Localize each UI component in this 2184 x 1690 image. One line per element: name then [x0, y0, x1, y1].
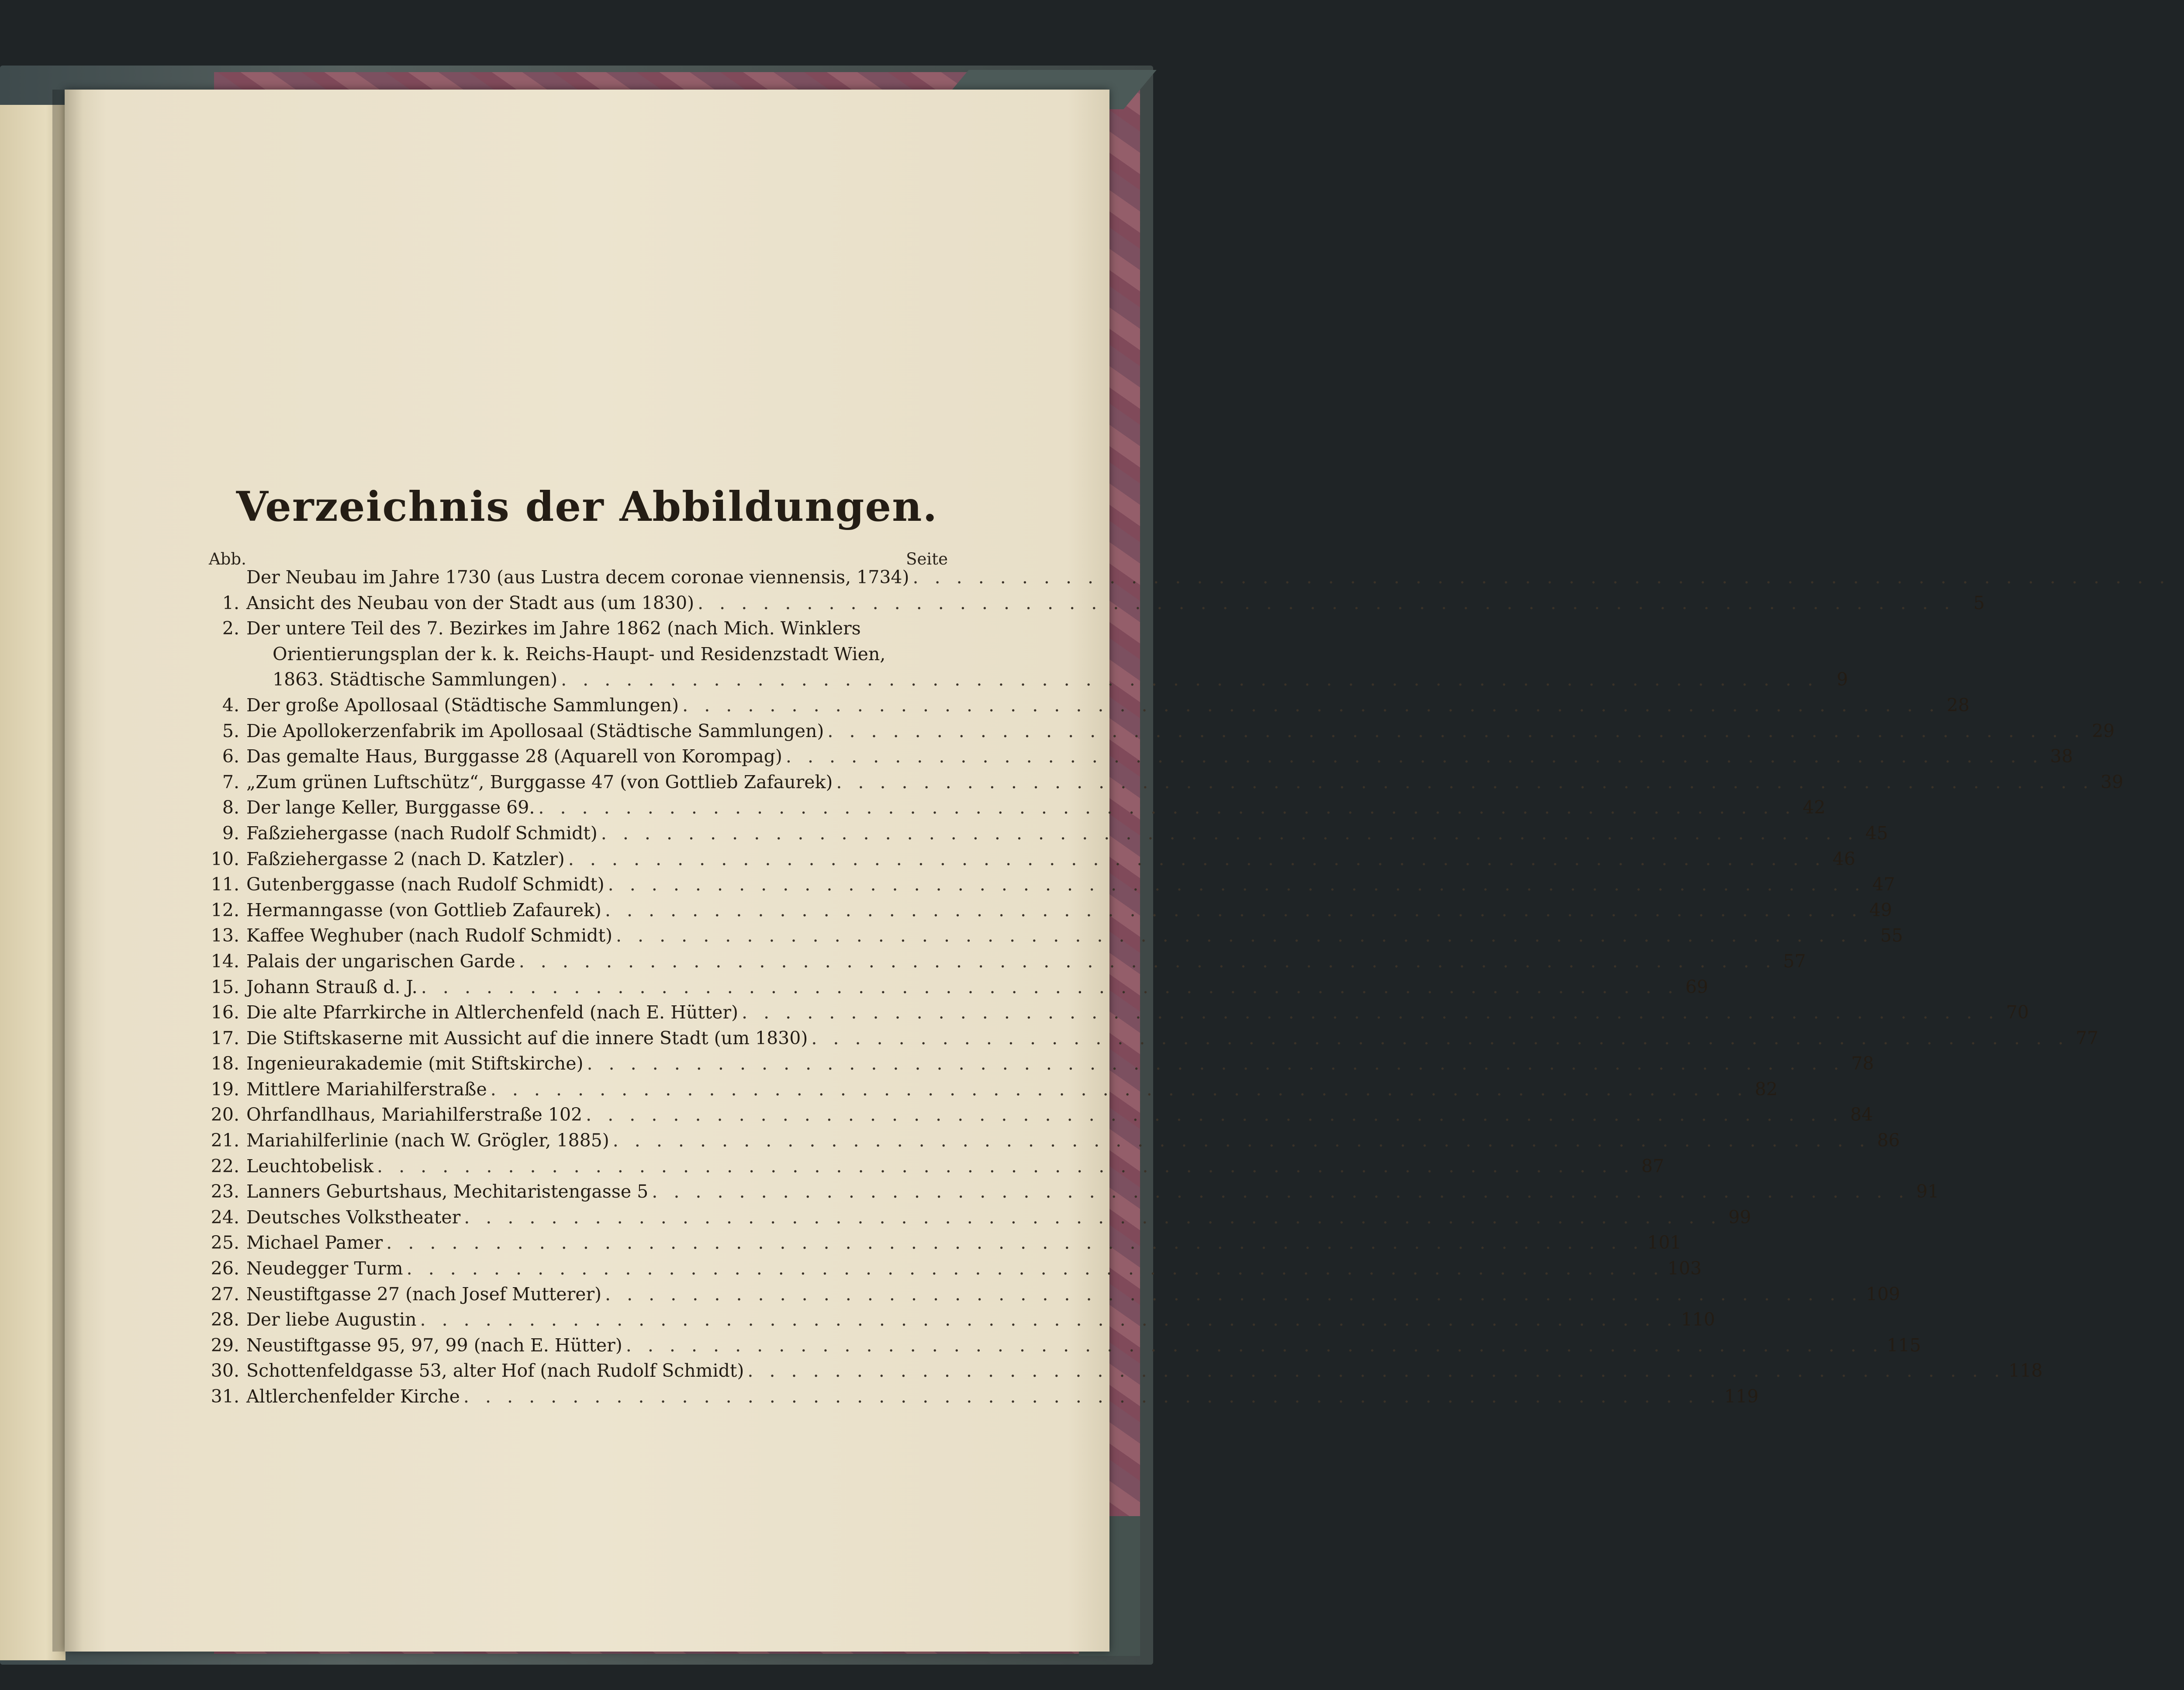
leader-dots: . . . . . . . . . . . . . . . . . . . . . . . . . . . . . . . . . . . . . . . . . . . . . . . . . . . . . . . . . . [377, 1155, 1635, 1177]
entry-number: 23. [211, 1181, 239, 1202]
list-item [196, 693, 1970, 718]
list-item [196, 1153, 1664, 1179]
entry-page: 46 [1832, 848, 1856, 869]
entry-continuation [196, 641, 948, 667]
entry-caption: Neustiftgasse 95, 97, 99 (nach E. Hütter) [246, 1334, 622, 1356]
leader-dots: . . . . . . . . . . . . . . . . . . . . . . . . . . . . . . . . . . . . . . . . . . . . . . . . . . . . . . . . . . [421, 976, 1679, 997]
entry-page: 99 [1728, 1206, 1751, 1228]
list-item [196, 1128, 1900, 1153]
entry-body [246, 1179, 1939, 1205]
leader-dots: . . . . . . . . . . . . . . . . . . . . . . . . . . . . . . . . . . . . . . . . . . . . . . . . . . . . . . . . . . [811, 1027, 2069, 1049]
entry-page: 78 [1851, 1053, 1874, 1074]
leader-dots: . . . . . . . . . . . . . . . . . . . . . . . . . . . . . . . . . . . . . . . . . . . . . . . . . . . . . . . . . . [386, 1232, 1644, 1254]
list-item [196, 1384, 1759, 1409]
spine-shadow [52, 90, 83, 1652]
entry-caption: Michael Pamer [246, 1232, 383, 1254]
entry-caption: 1863. Städtische Sammlungen) [273, 669, 558, 690]
entry-number: 21. [211, 1130, 239, 1151]
entry-page: 77 [2075, 1027, 2099, 1049]
entry-caption: Altlerchenfelder Kirche [246, 1386, 460, 1407]
entry-page: 42 [1802, 797, 1826, 818]
entry-number: 22. [211, 1155, 239, 1177]
entry-page: 103 [1667, 1258, 1702, 1279]
entry-body [246, 1102, 1873, 1128]
list-item [196, 744, 2073, 769]
entry-body [246, 1051, 1874, 1077]
entry-page: 87 [1641, 1155, 1664, 1177]
entry-caption: Schottenfeldgasse 53, alter Hof (nach Rudolf Schmidt) [246, 1360, 744, 1382]
list-item [196, 1307, 1715, 1333]
entry-body [246, 897, 1892, 923]
leader-dots: . . . . . . . . . . . . . . . . . . . . . . . . . . . . . . . . . . . . . . . . . . . . . . . . . . . . . . . . . . [538, 797, 1796, 818]
list-item [196, 1256, 1702, 1281]
entry-body [246, 1256, 1702, 1281]
entry-page: 5 [1973, 592, 1985, 613]
list-item [196, 590, 1985, 616]
entry-number: 9. [222, 822, 239, 844]
entry-page: 29 [2091, 720, 2115, 741]
entry-page: 57 [1783, 950, 1806, 972]
leader-dots: . . . . . . . . . . . . . . . . . . . . . . . . . . . . . . . . . . . . . . . . . . . . . . . . . . . . . . . . . . [836, 771, 2094, 793]
list-item [196, 564, 2170, 590]
leader-dots: . . . . . . . . . . . . . . . . . . . . . . . . . . . . . . . . . . . . . . . . . . . . . . . . . . . . . . . . . . [615, 925, 1873, 946]
entry-number: 4. [222, 694, 239, 716]
list-item [196, 718, 2115, 744]
leader-dots: . . . . . . . . . . . . . . . . . . . . . . . . . . . . . . . . . . . . . . . . . . . . . . . . . . . . . . . . . . [785, 746, 2043, 767]
entry-number: 30. [211, 1360, 239, 1382]
entry-body [246, 821, 1888, 846]
entry-number: 29. [211, 1334, 239, 1356]
leader-dots: . . . . . . . . . . . . . . . . . . . . . . . . . . . . . . . . . . . . . . . . . . . . . . . . . . . . . . . . . . [698, 592, 1955, 613]
entry-caption: Orientierungsplan der k. k. Reichs-Haupt- und Residenzstadt Wien, [273, 643, 886, 665]
column-header-seite: Seite [906, 550, 948, 568]
entry-caption: Die Apollokerzenfabrik im Apollosaal (Städtische Sammlungen) [246, 720, 824, 741]
entry-number: 14. [211, 950, 239, 972]
leader-dots: . . . . . . . . . . . . . . . . . . . . . . . . . . . . . . . . . . . . . . . . . . . . . . . . . . . . . . . . . . [568, 848, 1826, 869]
leader-dots: . . . . . . . . . . . . . . . . . . . . . . . . . . . . . . . . . . . . . . . . . . . . . . . . . . . . . . . . . . [625, 1334, 1883, 1356]
entry-page: 39 [2100, 771, 2124, 793]
list-item [196, 1179, 1939, 1205]
entry-caption: Faßziehergasse 2 (nach D. Katzler) [246, 848, 565, 869]
entry-caption: Mariahilferlinie (nach W. Grögler, 1885) [246, 1130, 609, 1151]
list-item [196, 1281, 1901, 1307]
entry-caption: Kaffee Weghuber (nach Rudolf Schmidt) [246, 925, 612, 946]
entry-page: 84 [1850, 1104, 1873, 1126]
leader-dots: . . . . . . . . . . . . . . . . . . . . . . . . . . . . . . . . . . . . . . . . . . . . . . . . . . . . . . . . . . [463, 1386, 1721, 1407]
entry-body [246, 744, 2073, 769]
entry-page: 101 [1647, 1232, 1682, 1254]
entry-body [246, 1000, 2029, 1025]
entry-body [246, 564, 2170, 590]
entry-body [246, 590, 1985, 616]
entry-caption: Der liebe Augustin [246, 1309, 417, 1330]
entry-page [2174, 564, 2184, 590]
leader-dots: . . . . . . . . . . . . . . . . . . . . . . . . . . . . . . . . . . . . . . . . . . . . . . . . . . . . . . . . . . [601, 822, 1859, 844]
leader-dots: . . . . . . . . . . . . . . . . . . . . . . . . . . . . . . . . . . . . . . . . . . . . . . . . . . . . . . . . . . [586, 1104, 1843, 1126]
entry-number: 28. [211, 1309, 239, 1330]
list-item [196, 974, 1708, 1000]
entry-body [246, 718, 2115, 744]
entry-body [246, 1307, 1715, 1333]
leader-dots: . . . . . . . . . . . . . . . . . . . . . . . . . . . . . . . . . . . . . . . . . . . . . . . . . . . . . . . . . . [605, 899, 1863, 921]
entry-caption: Ansicht des Neubau von der Stadt aus (um 1830) [246, 592, 695, 613]
entry-number: 1. [222, 592, 239, 613]
entry-caption: Der Neubau im Jahre 1730 (aus Lustra decem coronae viennensis, 1734) [246, 567, 909, 588]
entry-caption: Der große Apollosaal (Städtische Sammlungen) [246, 694, 679, 716]
leader-dots: . . . . . . . . . . . . . . . . . . . . . . . . . . . . . . . . . . . . . . . . . . . . . . . . . . . . . . . . . . [912, 567, 2170, 588]
entry-body [246, 1230, 1682, 1256]
entry-page: 55 [1880, 925, 1903, 946]
list-item [196, 897, 1892, 923]
entry-caption: Der lange Keller, Burggasse 69. [246, 797, 535, 818]
list-item [196, 1025, 2099, 1051]
entry-caption: Johann Strauß d. J. [246, 976, 418, 997]
list-item [196, 846, 1856, 872]
page-title: Verzeichnis der Abbildungen. [236, 483, 938, 531]
entry-page: 109 [1866, 1283, 1901, 1305]
entry-number: 31. [211, 1386, 239, 1407]
entry-page: 119 [1724, 1386, 1759, 1407]
entry-caption: Neustiftgasse 27 (nach Josef Mutterer) [246, 1283, 602, 1305]
entry-number: 19. [211, 1078, 239, 1100]
entry-caption: Ingenieurakademie (mit Stiftskirche) [246, 1053, 584, 1074]
entry-number: 11. [211, 874, 239, 895]
list-item [196, 1077, 1778, 1102]
list-item [196, 872, 1895, 897]
entry-number: 6. [222, 746, 239, 767]
entry-number: 13. [211, 925, 239, 946]
list-item [196, 1333, 1921, 1358]
leader-dots: . . . . . . . . . . . . . . . . . . . . . . . . . . . . . . . . . . . . . . . . . . . . . . . . . . . . . . . . . . [608, 874, 1866, 895]
entry-caption: Neudegger Turm [246, 1258, 403, 1279]
entry-body [246, 1077, 1778, 1102]
leader-dots: . . . . . . . . . . . . . . . . . . . . . . . . . . . . . . . . . . . . . . . . . . . . . . . . . . . . . . . . . . [612, 1130, 1870, 1151]
list-item [196, 1358, 2043, 1384]
leader-dots: . . . . . . . . . . . . . . . . . . . . . . . . . . . . . . . . . . . . . . . . . . . . . . . . . . . . . . . . . . [587, 1053, 1845, 1074]
entry-body [246, 1153, 1664, 1179]
entry-number: 16. [211, 1002, 239, 1023]
entry-body [246, 923, 1903, 949]
entry-body [246, 846, 1856, 872]
entry-page: 69 [1685, 976, 1708, 997]
entry-number: 18. [211, 1053, 239, 1074]
entry-page: 82 [1755, 1078, 1778, 1100]
entry-caption: Deutsches Volkstheater [246, 1206, 461, 1228]
leader-dots: . . . . . . . . . . . . . . . . . . . . . . . . . . . . . . . . . . . . . . . . . . . . . . . . . . . . . . . . . . [406, 1258, 1664, 1279]
entry-body [246, 1333, 1921, 1358]
entry-caption: Leuchtobelisk [246, 1155, 374, 1177]
entry-body [246, 693, 1970, 718]
entry-number: 5. [222, 720, 239, 741]
entry-page: 28 [1946, 694, 1970, 716]
entry-body [246, 1128, 1900, 1153]
leader-dots: . . . . . . . . . . . . . . . . . . . . . . . . . . . . . . . . . . . . . . . . . . . . . . . . . . . . . . . . . . [652, 1181, 1910, 1202]
leader-dots: . . . . . . . . . . . . . . . . . . . . . . . . . . . . . . . . . . . . . . . . . . . . . . . . . . . . . . . . . . [518, 950, 1776, 972]
entry-page: 45 [1865, 822, 1888, 844]
entry-number: 24. [211, 1206, 239, 1228]
list-item [196, 1205, 1751, 1230]
illustrations-list [196, 564, 2170, 1409]
entry-caption: „Zum grünen Luftschütz“, Burggasse 47 (von Gottlieb Zafaurek) [246, 771, 833, 793]
entry-body [246, 974, 1708, 1000]
entry-caption: Mittlere Mariahilferstraße [246, 1078, 487, 1100]
leader-dots: . . . . . . . . . . . . . . . . . . . . . . . . . . . . . . . . . . . . . . . . . . . . . . . . . . . . . . . . . . [420, 1309, 1678, 1330]
entry-caption: Die alte Pfarrkirche in Altlerchenfeld (nach E. Hütter) [246, 1002, 739, 1023]
list-item [196, 1000, 2029, 1025]
entry-body [246, 1205, 1751, 1230]
entry-body [246, 949, 1806, 974]
list-item [196, 821, 1888, 846]
entry-number: 8. [222, 797, 239, 818]
entry-page: 115 [1887, 1334, 1921, 1356]
list-item [196, 1102, 1873, 1128]
entry-page: 9 [1836, 669, 1848, 690]
entry-page: 86 [1877, 1130, 1900, 1151]
entry-number: 25. [211, 1232, 239, 1254]
entry-body [246, 769, 2124, 795]
entry-number: 15. [211, 976, 239, 997]
entry-page: 47 [1872, 874, 1895, 895]
entry-body [246, 1384, 1759, 1409]
entry-continuation [196, 667, 1848, 693]
entry-page: 49 [1869, 899, 1892, 921]
leader-dots: . . . . . . . . . . . . . . . . . . . . . . . . . . . . . . . . . . . . . . . . . . . . . . . . . . . . . . . . . . [490, 1078, 1748, 1100]
leader-dots: . . . . . . . . . . . . . . . . . . . . . . . . . . . . . . . . . . . . . . . . . . . . . . . . . . . . . . . . . . [682, 694, 1940, 716]
leader-dots: . . . . . . . . . . . . . . . . . . . . . . . . . . . . . . . . . . . . . . . . . . . . . . . . . . . . . . . . . . [827, 720, 2085, 741]
entry-number: 26. [211, 1258, 239, 1279]
entry-page: 38 [2050, 746, 2073, 767]
column-header-abb: Abb. [209, 550, 246, 568]
entry-caption: Palais der ungarischen Garde [246, 950, 515, 972]
list-item [196, 769, 2124, 795]
entry-page: 118 [2008, 1360, 2043, 1382]
entry-body [246, 1358, 2043, 1384]
entry-page: 70 [2006, 1002, 2029, 1023]
list-item [196, 1051, 1874, 1077]
entry-page: 110 [1681, 1309, 1715, 1330]
entry-caption: Ohrfandlhaus, Mariahilferstraße 102 [246, 1104, 583, 1126]
entry-body [246, 1281, 1901, 1307]
list-item [196, 795, 1826, 821]
entry-body [246, 616, 948, 641]
entry-caption: Hermanngasse (von Gottlieb Zafaurek) [246, 899, 601, 921]
entry-caption: Gutenberggasse (nach Rudolf Schmidt) [246, 874, 605, 895]
entry-page: 91 [1916, 1181, 1939, 1202]
list-item [196, 616, 948, 641]
list-item [196, 949, 1806, 974]
entry-number: 12. [211, 899, 239, 921]
entry-number: 27. [211, 1283, 239, 1305]
leader-dots: . . . . . . . . . . . . . . . . . . . . . . . . . . . . . . . . . . . . . . . . . . . . . . . . . . . . . . . . . . [605, 1283, 1863, 1305]
entry-caption: Das gemalte Haus, Burggasse 28 (Aquarell von Korompag) [246, 746, 782, 767]
entry-number: 7. [222, 771, 239, 793]
entry-body [246, 872, 1895, 897]
entry-number: 10. [211, 848, 239, 869]
entry-body [246, 795, 1826, 821]
entry-caption: Die Stiftskaserne mit Aussicht auf die innere Stadt (um 1830) [246, 1027, 808, 1049]
entry-number: 17. [211, 1027, 239, 1049]
entry-body [246, 1025, 2099, 1051]
leader-dots: . . . . . . . . . . . . . . . . . . . . . . . . . . . . . . . . . . . . . . . . . . . . . . . . . . . . . . . . . . [464, 1206, 1721, 1228]
list-item [196, 1230, 1682, 1256]
entry-caption: Lanners Geburtshaus, Mechitaristengasse 5 [246, 1181, 649, 1202]
leader-dots: . . . . . . . . . . . . . . . . . . . . . . . . . . . . . . . . . . . . . . . . . . . . . . . . . . . . . . . . . . [561, 669, 1818, 690]
leader-dots: . . . . . . . . . . . . . . . . . . . . . . . . . . . . . . . . . . . . . . . . . . . . . . . . . . . . . . . . . . [742, 1002, 1999, 1023]
list-item [196, 923, 1903, 949]
entry-caption: Der untere Teil des 7. Bezirkes im Jahre 1862 (nach Mich. Winklers [246, 618, 861, 639]
entry-number: 20. [211, 1104, 239, 1126]
entry-number: 2. [222, 618, 239, 639]
entry-caption: Faßziehergasse (nach Rudolf Schmidt) [246, 822, 598, 844]
leader-dots: . . . . . . . . . . . . . . . . . . . . . . . . . . . . . . . . . . . . . . . . . . . . . . . . . . . . . . . . . . [747, 1360, 2005, 1382]
